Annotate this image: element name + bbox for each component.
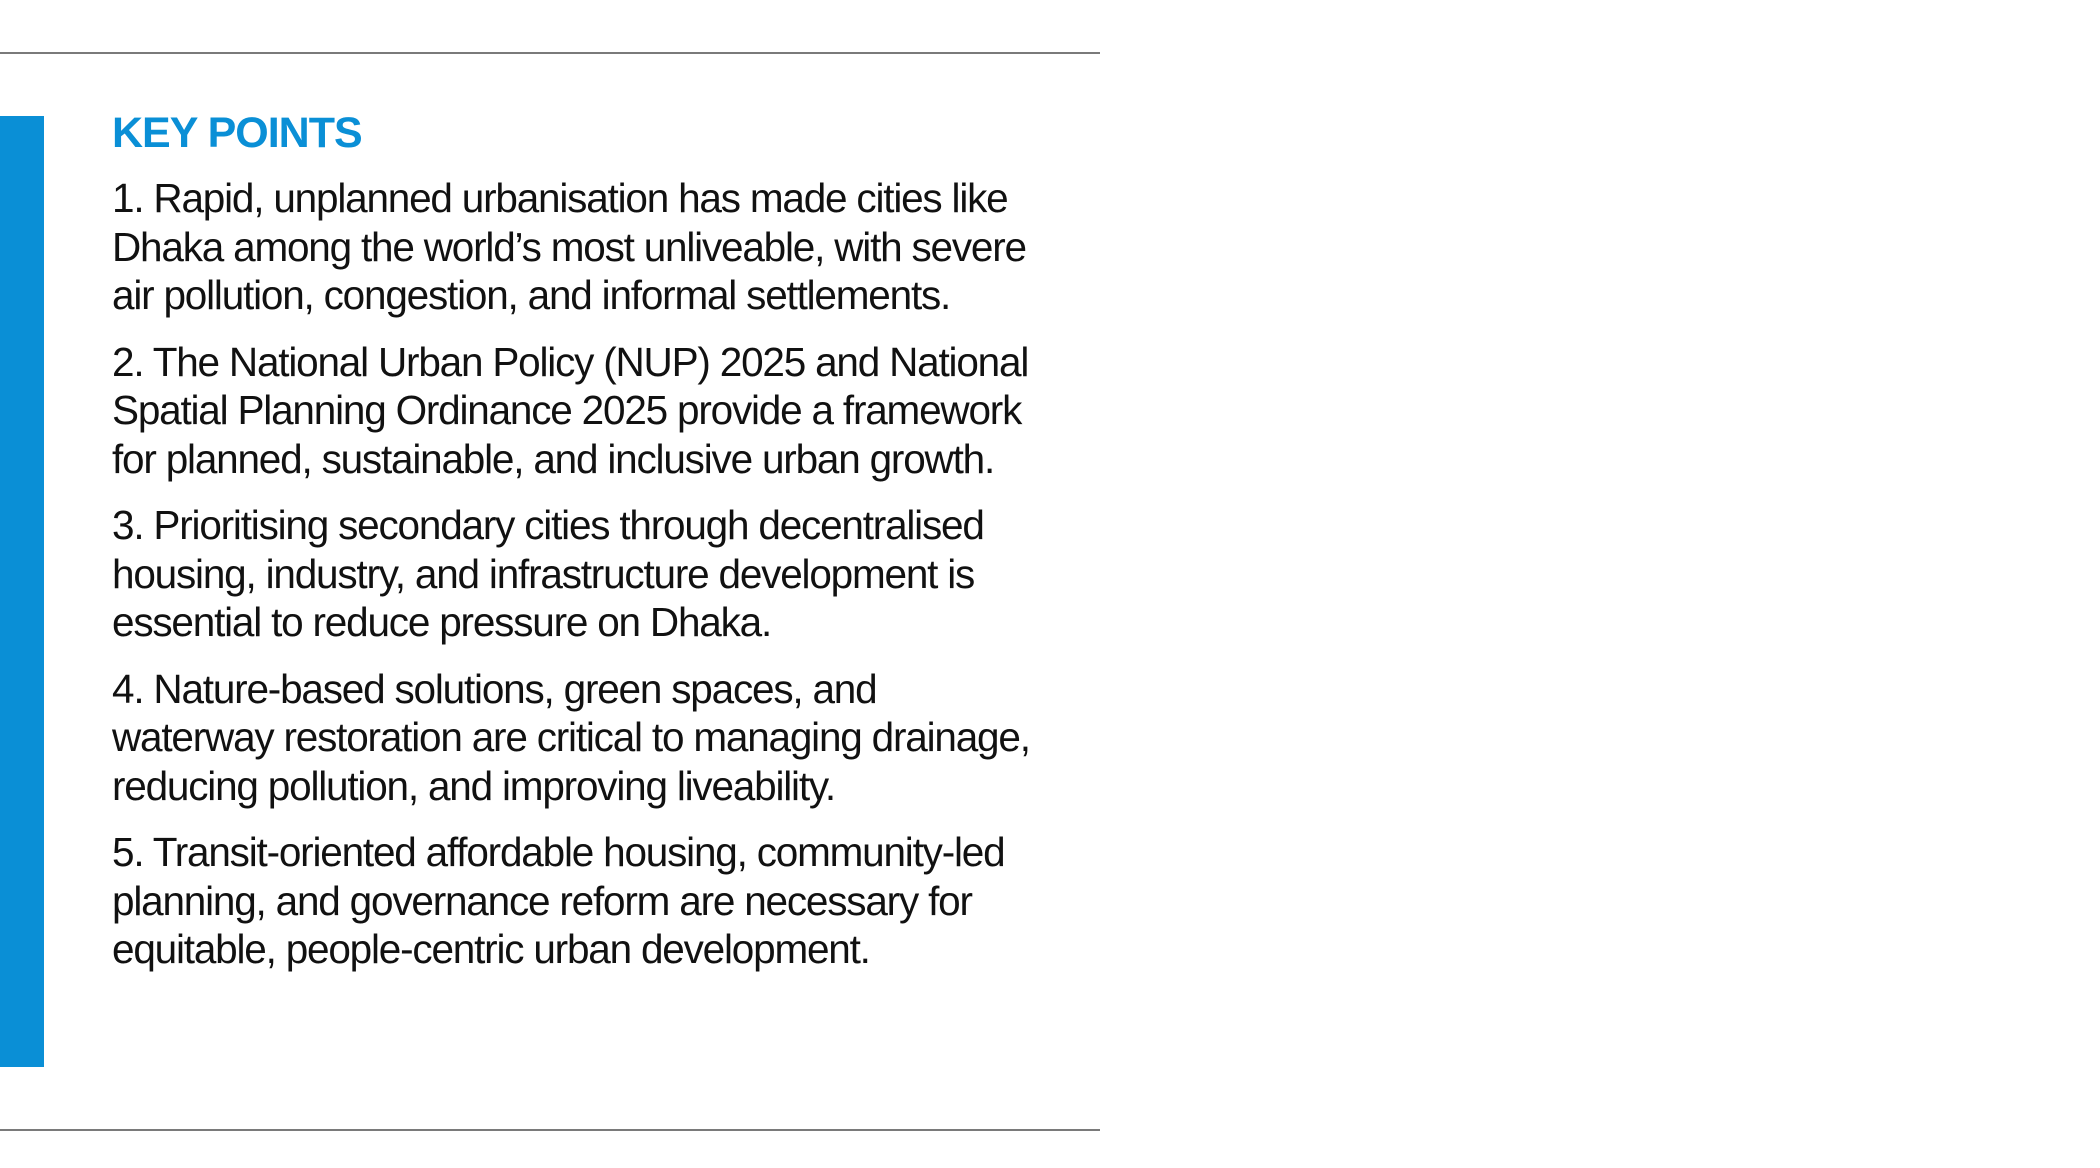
bottom-divider [0, 1129, 1100, 1131]
key-point-5: 5. Transit-oriented affordable housing, community-led planning, and governance reform are necessary for equitable, people-centric urban development. [112, 829, 1005, 972]
key-point-2: 2. The National Urban Policy (NUP) 2025 and National Spatial Planning Ordinance 2025 provide a framework for planned, sustainable, and inclusive urban growth. [112, 338, 1029, 482]
key-point-1: 1. Rapid, unplanned urbanisation has made cities like Dhaka among the world’s most unliveable, with severe air pollution, congestion, and informal settlements. [112, 175, 1026, 318]
key-points-box [112, 108, 1042, 992]
accent-bar [0, 116, 44, 1067]
key-point-4: 4. Nature-based solutions, green spaces, and waterway restoration are critical to managing drainage, reducing pollution, and improving liveability. [112, 665, 1030, 809]
key-points-heading: KEY POINTS [112, 109, 362, 157]
top-divider [0, 52, 1100, 54]
key-points-list [112, 174, 1042, 974]
key-point-3: 3. Prioritising secondary cities through decentralised housing, industry, and infrastructure development is essential to reduce pressure on Dhaka. [112, 502, 984, 645]
